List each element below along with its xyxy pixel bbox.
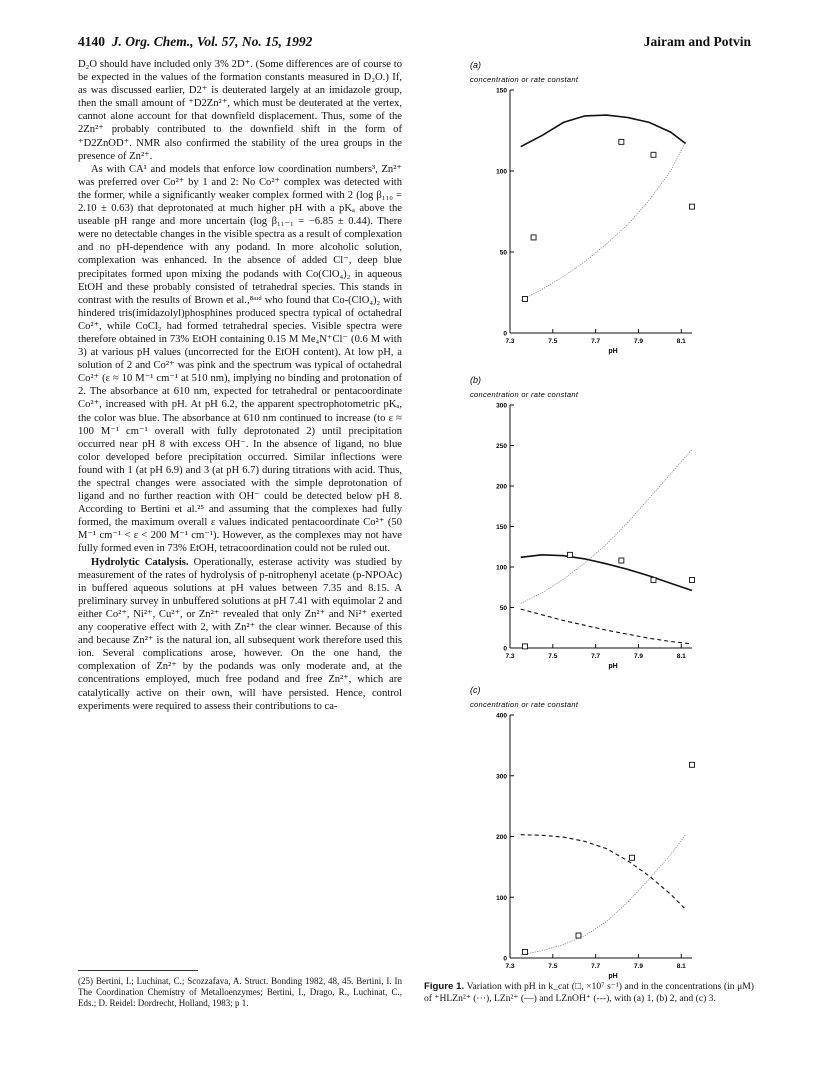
y-tick-label: 150 [496, 87, 507, 95]
x-tick-label: 8.1 [676, 653, 686, 660]
series-line-solid [521, 115, 686, 147]
page-number: 4140 [78, 34, 105, 49]
kcat-point [522, 296, 527, 301]
y-axis-label: concentration or rate constant [470, 75, 579, 84]
hydrolysis-paragraph [78, 556, 402, 713]
y-tick-label: 300 [496, 773, 507, 781]
kcat-point [531, 235, 536, 240]
x-tick-label: 7.7 [591, 963, 601, 970]
series-line-dotted [521, 142, 686, 301]
section-heading: Hydrolytic Catalysis. [91, 556, 189, 568]
hydrolysis-text: Operationally, esterase activity was studied by measurement of the rates of hydrolysis of p-nitrophenyl acetate (p-NPOAc) in buffered aqueous solutions at pH values between 7.35 and 8.15. A preliminary survey in unbuffered solutions at pH 7.41 with equimolar 2 and either Co²⁺, Ni²⁺, Cu²⁺, or Zn²⁺ revealed that only Zn²⁺ and Ni²⁺ exerted any cooperative effect with 2, with Zn²⁺ the clear winner. Because of this and because Zn²⁺ is the natural ion, all subsequent work therefore used this ion. Several complications arose, however. On the one hand, the complexation of Zn²⁺ by the podands was only moderate and, at the concentrations employed, much free podand and free Zn²⁺, which are catalytically active on their own, will have persisted. Hence, control experiments were required to assess their contributions to ca- [78, 556, 402, 712]
y-tick-label: 150 [496, 524, 507, 531]
y-tick-label: 200 [496, 834, 507, 841]
y-tick-label: 0 [503, 955, 507, 963]
x-tick-label: 7.3 [505, 653, 515, 660]
kcat-point [630, 855, 635, 860]
figure-1 [470, 60, 730, 990]
body-paragraph-1: D₂O should have included only 3% 2D⁺. (Some differences are of course to be expected in the values of the formation constants measured in D₂O.) If, as was discussed earlier, D2⁺ is deuterated largely at an imidazole group, then the small amount of ⁺D2Zn²⁺, which must be deuterated at the vertex, cannot alone account for that downfield displacement. Thus, some of the 2Zn²⁺ probably contributed to the downfield shift in the form of ⁺D2ZnOD⁺. NMR also confirmed the stability of the urea groups in the presence of Zn²⁺. [78, 59, 402, 162]
series-line-dotted [521, 450, 692, 604]
panel-label: (b) [470, 375, 481, 385]
x-tick-label: 7.3 [505, 338, 515, 345]
y-tick-label: 50 [499, 249, 507, 257]
chart-b-svg [470, 375, 730, 685]
kcat-point [522, 949, 527, 954]
panel-label: (a) [470, 60, 481, 70]
body-paragraph-2: As with CA¹ and models that enforce low coordination numbers³, Zn²⁺ was preferred over Co²⁺ by 1 and 2: No Co²⁺ complex was detected with the former, while a significantly weaker complex formed with 2 (log β₁₁₀ = 2.10 ± 0.63) that deprotonated at much higher pH with a pKₐ above the useable pH range and more uncertain (log β₁₁₋₁ = −6.85 ± 0.44). There were no detectable changes in the visible spectra as a result of complexation and no pH-dependence with any podand. In more alcoholic solution, complexation was enhanced. In the absence of added Cl⁻, deep blue precipitates formed upon mixing the podands with Co(ClO₄)₂ in aqueous EtOH and these probably consisted of tetrahedral species. This stands in contrast with the results of Brown et al.,⁸ᵃʴᵈ who found that Co-(ClO₄)₂ with hindered tris(imidazolyl)phosphines produced spectra typical of octahedral Co²⁺, while CoCl₂ had formed tetrahedral species. Visible spectra were therefore obtained in 73% EtOH containing 0.15 M Me₄N⁺Cl⁻ (0.6 M with 3) at various pH values (uncorrected for the EtOH content). At low pH, a solution of 2 and Co²⁺ was pink and the spectrum was typical of octahedral Co²⁺ (ε ≈ 10 M⁻¹ cm⁻¹ at 510 nm), implying no binding and protonation of 2. The absorbance at 610 nm, expected for tetrahedral or pentacoordinate Co²⁺, increased with pH. At pH 6.2, the apparent spectrophotometric pKₐ, the color was blue. The absorbance at 610 nm continued to increase (to ε ≈ 100 M⁻¹ cm⁻¹ overall with fully deprotonated 2) until precipitation occurred near pH 8 with excess OH⁻. In the absence of ligand, no blue color developed before precipitation occurred. Similar inflections were found with 1 (at pH 6.9) and 3 (at pH 6.7) during titrations with acid. Thus, the spectral changes were associated with the simple deprotonation of ligand and no further reaction with OH⁻ could be detected below pH 8. According to Bertini et al.²⁵ and assuming that the complexes had fully formed, the maximum overall ε values indicated pentacoordinate Co²⁺ (50 M⁻¹ cm⁻¹ < ε < 200 M⁻¹ cm⁻¹). However, as the complexes may not have fully formed even in 73% EtOH, tetracoordination could not be ruled out. [78, 163, 402, 555]
x-axis-label: pH [608, 973, 618, 980]
y-tick-label: 400 [496, 712, 507, 720]
y-tick-label: 300 [496, 402, 507, 410]
y-tick-label: 100 [496, 564, 507, 572]
x-tick-label: 7.5 [548, 653, 558, 660]
page-header [78, 34, 751, 52]
series-line-dashed [521, 609, 692, 644]
x-tick-label: 8.1 [676, 963, 686, 970]
kcat-point [690, 762, 695, 767]
y-tick-label: 0 [503, 645, 507, 653]
series-line-dotted [521, 835, 686, 955]
x-tick-label: 7.5 [548, 338, 558, 345]
x-tick-label: 7.9 [633, 963, 643, 970]
journal-citation: J. Org. Chem., Vol. 57, No. 15, 1992 [111, 34, 313, 49]
kcat-point [567, 552, 572, 557]
kcat-point [651, 577, 656, 582]
y-tick-label: 50 [499, 605, 507, 612]
x-tick-label: 7.7 [591, 338, 601, 345]
y-tick-label: 200 [496, 483, 507, 491]
caption-text: Variation with pH in k_cat (□, ×10⁷ s⁻¹) and in the concentrations (in μM) of ⁺HLZn²⁺ (···), LZn²⁺ (—) and LZnOH⁺ (---), with (a) 1, (b) 2, and (c) 3. [424, 981, 755, 1004]
y-tick-label: 250 [496, 443, 507, 450]
panel-label: (c) [470, 685, 481, 695]
panel-a [470, 60, 730, 370]
kcat-point [690, 577, 695, 582]
x-axis-label: pH [608, 663, 618, 670]
chart-a-svg [470, 60, 730, 370]
kcat-point [619, 139, 624, 144]
y-tick-label: 100 [496, 894, 507, 902]
kcat-point [651, 152, 656, 157]
page-number-and-journal [78, 34, 312, 50]
kcat-point [522, 644, 527, 649]
y-axis-label: concentration or rate constant [470, 700, 579, 709]
x-tick-label: 7.3 [505, 963, 515, 970]
x-tick-label: 7.9 [633, 338, 643, 345]
x-axis-label: pH [608, 348, 618, 355]
main-text-column [78, 58, 402, 958]
caption-label: Figure 1. [424, 981, 465, 992]
running-authors: Jairam and Potvin [643, 34, 751, 49]
chart-c-svg [470, 685, 730, 995]
series-line-solid [521, 555, 692, 591]
series-line-dashed [521, 835, 686, 910]
y-axis-label: concentration or rate constant [470, 390, 579, 399]
panel-c [470, 685, 730, 995]
x-tick-label: 7.9 [633, 653, 643, 660]
panel-b [470, 375, 730, 685]
footnote: (25) Bertini, I.; Luchinat, C.; Scozzafava, A. Struct. Bonding 1982, 48, 45. Bertini, I. In The Coordination Chemistry of Metalloenzymes; Bertini, I., Drago, R., Luchinat, C., Eds.; D. Reidel: Dordrecht, Holland, 1983; p 1. [78, 976, 402, 1008]
kcat-point [619, 558, 624, 563]
footnote-rule [78, 970, 198, 971]
x-tick-label: 7.5 [548, 963, 558, 970]
x-tick-label: 7.7 [591, 653, 601, 660]
figure-caption [424, 981, 754, 1004]
y-tick-label: 100 [496, 168, 507, 176]
kcat-point [576, 933, 581, 938]
y-tick-label: 0 [503, 330, 507, 338]
kcat-point [690, 204, 695, 209]
x-tick-label: 8.1 [676, 338, 686, 345]
